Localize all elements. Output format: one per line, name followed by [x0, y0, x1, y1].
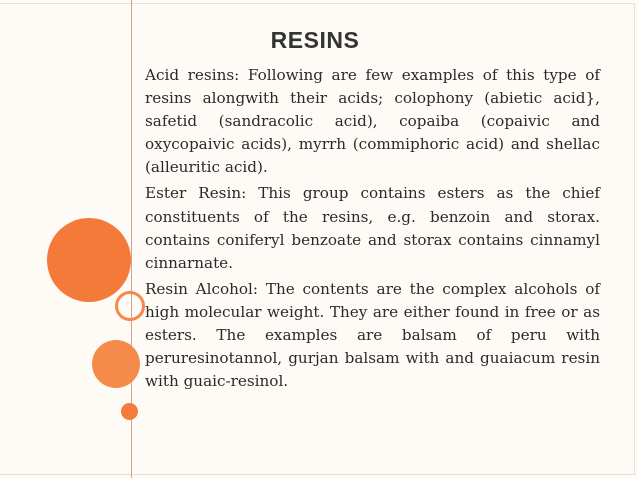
paragraph-resin-alcohol: Resin Alcohol: The contents are the complex alcohols of high molecular weight. They are either found in free or as esters. The examples are balsam of peru with peruresinotannol, gurjan balsam with and guaiacum resin with guaic-resinol. [145, 279, 600, 391]
decorative-large-circle [47, 218, 131, 302]
decorative-ring [115, 291, 145, 321]
paragraph-ester-resin: Ester Resin: This group contains esters as the chief constituents of the resins, e.g. benzoin and storax. contains coniferyl benzoate and storax contains cinnamyl cinnarnate. [145, 184, 600, 272]
slide-body [145, 64, 600, 396]
decorative-small-circle [121, 403, 138, 420]
paragraph-acid-resins: Acid resins: Following are few examples of this type of resins alongwith their acids; colophony (abietic acid}, safetid (sandracolic acid), copaiba (copaivic and oxycopaivic acids), myrrh (commiphoric acid) and shellac (alleuritic acid). [145, 66, 600, 177]
decorative-medium-circle [92, 340, 140, 388]
slide-title: RESINS [270, 27, 360, 53]
